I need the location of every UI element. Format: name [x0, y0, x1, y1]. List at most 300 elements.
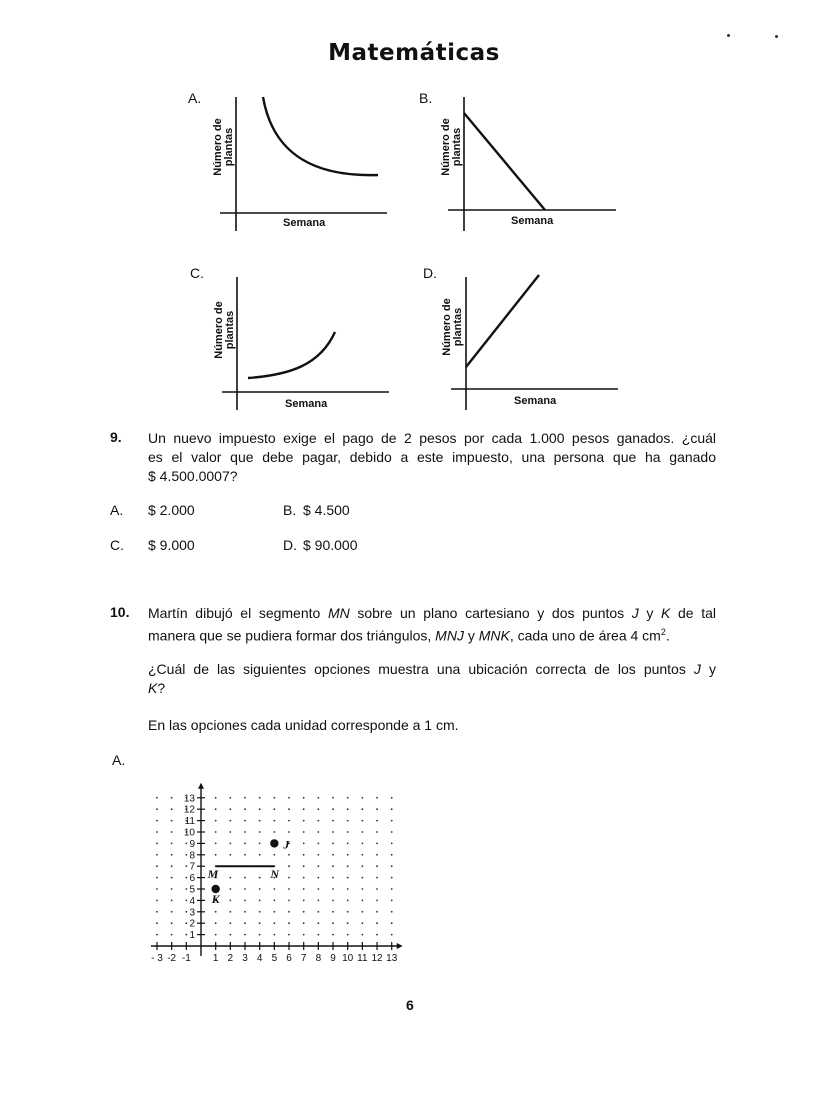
grid-dot	[347, 831, 349, 833]
grid-dot	[376, 820, 378, 822]
grid-dot	[273, 922, 275, 924]
grid-dot	[361, 922, 363, 924]
grid-dot	[361, 854, 363, 856]
superscript: 2	[660, 627, 666, 637]
y-tick-label: 10	[183, 827, 195, 839]
grid-dot	[347, 843, 349, 845]
grid-dot	[215, 911, 217, 913]
page-title: Matemáticas	[328, 40, 500, 66]
graph-c-ylabel	[214, 290, 236, 370]
x-tick-label: 13	[386, 953, 398, 964]
grid-dot	[303, 843, 305, 845]
grid-dot	[376, 843, 378, 845]
grid-dot	[347, 900, 349, 902]
grid-dot	[303, 797, 305, 799]
grid-dot	[303, 911, 305, 913]
grid-dot	[347, 854, 349, 856]
grid-dot	[317, 922, 319, 924]
grid-dot	[391, 797, 393, 799]
grid-dot	[244, 877, 246, 879]
x-tick-label: 11	[357, 953, 368, 964]
grid-dot	[391, 922, 393, 924]
x-tick-label: -2	[167, 953, 177, 964]
segment-name: MN	[327, 605, 350, 621]
grid-dot	[332, 797, 334, 799]
y-tick-label: 13	[183, 793, 195, 805]
option-letter: D.	[283, 537, 297, 553]
ylabel-line1: Número de	[212, 118, 224, 176]
grid-dot	[317, 911, 319, 913]
grid-dot	[185, 888, 187, 890]
grid-dot	[361, 865, 363, 867]
grid-dot	[259, 922, 261, 924]
grid-dot	[244, 820, 246, 822]
grid-dot	[171, 797, 173, 799]
grid-dot	[376, 911, 378, 913]
q10-p1-line2	[148, 623, 716, 646]
y-tick-label: 8	[189, 850, 195, 862]
text: ?	[157, 680, 166, 696]
grid-dot	[156, 900, 158, 902]
grid-dot	[171, 877, 173, 879]
grid-dot	[347, 865, 349, 867]
point-label-m: M	[207, 867, 219, 882]
y-tick-label: 2	[189, 918, 195, 930]
grid-dot	[259, 797, 261, 799]
grid-dot	[361, 797, 363, 799]
grid-dot	[185, 843, 187, 845]
graph-c	[205, 275, 395, 415]
grid-dot	[229, 820, 231, 822]
grid-dot	[288, 808, 290, 810]
grid-dot	[244, 888, 246, 890]
grid-dot	[259, 831, 261, 833]
option-value: $ 4.500	[303, 502, 350, 518]
grid-dot	[229, 922, 231, 924]
x-tick-label: -1	[181, 953, 191, 964]
grid-dot	[185, 854, 187, 856]
grid-dot	[229, 797, 231, 799]
grid-dot	[391, 888, 393, 890]
graph-b-ylabel	[441, 107, 463, 187]
grid-dot	[288, 934, 290, 936]
grid-dot	[156, 877, 158, 879]
y-tick-label: 11	[184, 816, 195, 828]
grid-dot	[171, 854, 173, 856]
grid-dot	[376, 865, 378, 867]
grid-dot	[303, 877, 305, 879]
grid-dot	[391, 900, 393, 902]
question-9-line3: $ 4.500.0007?	[148, 468, 238, 484]
grid-dot	[273, 934, 275, 936]
grid-dot	[391, 934, 393, 936]
graph-d	[434, 275, 624, 415]
grid-dot	[273, 854, 275, 856]
text: de tal	[670, 605, 717, 621]
option-value: $ 2.000	[148, 502, 195, 518]
grid-dot	[376, 922, 378, 924]
grid-dot	[361, 808, 363, 810]
graph-c-curve	[248, 332, 335, 378]
graph-a-curve	[263, 97, 378, 175]
grid-dot	[376, 797, 378, 799]
grid-dot	[288, 831, 290, 833]
grid-dot	[171, 934, 173, 936]
text: y	[463, 627, 479, 644]
q10-option-a-label[interactable]: A.	[112, 752, 126, 768]
ylabel-line1: Número de	[213, 301, 225, 359]
grid-dot	[288, 797, 290, 799]
grid-dot	[244, 843, 246, 845]
coordinate-plane	[140, 775, 440, 975]
grid-dot	[273, 797, 275, 799]
grid-dot	[156, 934, 158, 936]
grid-dot	[215, 934, 217, 936]
grid-dot	[332, 854, 334, 856]
grid-dot	[361, 831, 363, 833]
grid-dot	[229, 843, 231, 845]
grid-dot	[185, 911, 187, 913]
grid-dot	[244, 831, 246, 833]
grid-dot	[347, 911, 349, 913]
x-tick-label: 10	[342, 953, 354, 964]
ylabel-line1: Número de	[441, 298, 453, 356]
y-tick-label: 4	[189, 895, 195, 907]
grid-dot	[244, 934, 246, 936]
grid-dot	[332, 877, 334, 879]
grid-dot	[303, 831, 305, 833]
grid-dot	[391, 854, 393, 856]
q10-p2-line2	[148, 679, 716, 698]
scan-speck	[775, 35, 778, 38]
grid-dot	[332, 888, 334, 890]
grid-dot	[376, 888, 378, 890]
point-label-k: K	[211, 892, 220, 906]
grid-dot	[273, 888, 275, 890]
grid-dot	[391, 911, 393, 913]
text: manera que se pudiera formar dos triángulos,	[148, 627, 436, 644]
grid-dot	[185, 877, 187, 879]
triangle-name: MNK	[478, 627, 510, 644]
grid-dot	[185, 900, 187, 902]
grid-dot	[229, 854, 231, 856]
grid-dot	[317, 900, 319, 902]
grid-dot	[215, 797, 217, 799]
grid-dot	[317, 877, 319, 879]
grid-dot	[332, 820, 334, 822]
x-tick-label: - 3	[151, 953, 163, 964]
grid-dot	[391, 865, 393, 867]
point-j	[270, 839, 278, 847]
grid-dot	[317, 831, 319, 833]
option-letter: A.	[110, 502, 124, 518]
grid-dot	[229, 900, 231, 902]
x-tick-label: 6	[286, 953, 292, 964]
grid-dot	[185, 934, 187, 936]
grid-dot	[347, 820, 349, 822]
grid-dot	[244, 922, 246, 924]
option-value: $ 9.000	[148, 537, 195, 553]
grid-dot	[259, 934, 261, 936]
text: Martín dibujó el segmento	[148, 605, 328, 621]
grid-dot	[303, 922, 305, 924]
text: .	[665, 627, 670, 644]
grid-dot	[317, 820, 319, 822]
grid-dot	[361, 820, 363, 822]
grid-dot	[332, 922, 334, 924]
grid-dot	[317, 934, 319, 936]
grid-dot	[185, 922, 187, 924]
point-label-j: J	[283, 837, 290, 852]
grid-dot	[288, 877, 290, 879]
graph-a-letter: A.	[188, 90, 202, 106]
graph-a	[205, 95, 395, 235]
grid-dot	[259, 820, 261, 822]
question-9-text	[148, 429, 716, 486]
grid-dot	[391, 877, 393, 879]
grid-dot	[288, 820, 290, 822]
grid-dot	[156, 797, 158, 799]
q10-p1-line1	[148, 604, 716, 623]
question-9-line1: Un nuevo impuesto exige el pago de 2 pesos por cada 1.000 pesos ganados. ¿cuál	[148, 430, 716, 446]
y-axis-arrow	[198, 783, 204, 789]
graph-b-letter: B.	[419, 90, 433, 106]
grid-dot	[361, 843, 363, 845]
grid-dot	[332, 808, 334, 810]
page-number: 6	[406, 997, 414, 1013]
option-letter: B.	[283, 502, 297, 518]
grid-dot	[303, 820, 305, 822]
graph-d-xlabel: Semana	[514, 395, 557, 407]
x-tick-label: 4	[256, 953, 263, 964]
graph-b-xlabel: Semana	[511, 215, 554, 227]
grid-dot	[347, 922, 349, 924]
grid-dot	[215, 808, 217, 810]
grid-dot	[332, 831, 334, 833]
grid-dot	[347, 934, 349, 936]
grid-dot	[171, 922, 173, 924]
grid-dot	[215, 854, 217, 856]
grid-dot	[391, 808, 393, 810]
grid-dot	[171, 888, 173, 890]
triangle-name: MNJ	[435, 627, 464, 644]
grid-dot	[303, 888, 305, 890]
grid-dot	[185, 865, 187, 867]
x-tick-label: 2	[227, 953, 234, 964]
scan-speck	[727, 34, 730, 37]
graph-d-ylabel	[442, 287, 464, 367]
grid-dot	[229, 911, 231, 913]
grid-dot	[171, 820, 173, 822]
grid-dot	[215, 843, 217, 845]
grid-dot	[361, 877, 363, 879]
grid-dot	[244, 911, 246, 913]
x-tick-label: 7	[300, 953, 307, 964]
grid-dot	[361, 900, 363, 902]
grid-dot	[288, 888, 290, 890]
grid-dot	[317, 854, 319, 856]
grid-dot	[376, 831, 378, 833]
grid-dot	[361, 934, 363, 936]
x-tick-label: 5	[271, 953, 278, 964]
question-10-paragraph-3: En las opciones cada unidad corresponde a 1 cm.	[148, 717, 459, 733]
grid-dot	[171, 865, 173, 867]
y-tick-label: 1	[189, 930, 195, 942]
grid-dot	[156, 808, 158, 810]
grid-dot	[317, 797, 319, 799]
grid-dot	[347, 808, 349, 810]
question-9-line2: es el valor que debe pagar, debido a este impuesto, una persona que ha ganado	[148, 449, 716, 465]
q9-option-a[interactable]	[110, 502, 195, 518]
grid-dot	[332, 865, 334, 867]
ylabel-line1: Número de	[440, 118, 452, 176]
grid-dot	[171, 808, 173, 810]
grid-dot	[273, 831, 275, 833]
q9-option-d[interactable]	[283, 537, 358, 553]
grid-dot	[376, 854, 378, 856]
grid-dot	[347, 797, 349, 799]
grid-dot	[288, 865, 290, 867]
q10-p2-line1	[148, 660, 716, 679]
graph-a-ylabel	[213, 107, 235, 187]
grid-dot	[229, 831, 231, 833]
grid-dot	[156, 820, 158, 822]
grid-dot	[259, 888, 261, 890]
grid-dot	[244, 797, 246, 799]
grid-dot	[229, 934, 231, 936]
grid-dot	[332, 911, 334, 913]
option-letter: C.	[110, 537, 124, 553]
grid-dot	[244, 808, 246, 810]
point-name: J	[693, 661, 701, 677]
grid-dot	[361, 888, 363, 890]
grid-dot	[288, 854, 290, 856]
grid-dot	[317, 808, 319, 810]
ylabel-line2: plantas	[223, 127, 235, 167]
grid-dot	[229, 888, 231, 890]
grid-dot	[303, 865, 305, 867]
point-name: J	[631, 605, 639, 621]
text: , cada uno de área 4 cm	[509, 627, 661, 644]
grid-dot	[259, 854, 261, 856]
grid-dot	[259, 900, 261, 902]
grid-dot	[288, 922, 290, 924]
text: y	[638, 605, 662, 621]
grid-dot	[171, 900, 173, 902]
ylabel-line2: plantas	[224, 310, 236, 350]
question-10-paragraph-2	[148, 660, 716, 698]
grid-dot	[273, 820, 275, 822]
q9-option-b[interactable]	[283, 502, 350, 518]
grid-dot	[376, 900, 378, 902]
grid-dot	[303, 808, 305, 810]
grid-dot	[273, 911, 275, 913]
grid-dot	[244, 900, 246, 902]
grid-dot	[156, 865, 158, 867]
graph-b	[433, 95, 623, 235]
grid-dot	[156, 922, 158, 924]
grid-dot	[229, 877, 231, 879]
grid-dot	[215, 820, 217, 822]
text: ¿Cuál de las siguientes opciones muestra una ubicación correcta de los puntos	[148, 661, 694, 677]
graph-c-letter: C.	[190, 265, 204, 281]
grid-dot	[391, 820, 393, 822]
grid-dot	[259, 808, 261, 810]
y-tick-label: 3	[189, 907, 195, 919]
grid-dot	[332, 843, 334, 845]
grid-dot	[391, 831, 393, 833]
grid-dot	[156, 888, 158, 890]
grid-dot	[391, 843, 393, 845]
graph-a-xlabel: Semana	[283, 217, 326, 229]
grid-dot	[303, 854, 305, 856]
grid-dot	[259, 843, 261, 845]
y-tick-label: 5	[189, 884, 195, 896]
text: y	[700, 661, 716, 677]
grid-dot	[317, 865, 319, 867]
option-value: $ 90.000	[303, 537, 358, 553]
grid-dot	[303, 934, 305, 936]
point-name: K	[661, 605, 671, 621]
grid-dot	[156, 911, 158, 913]
grid-dot	[317, 843, 319, 845]
grid-dot	[376, 934, 378, 936]
grid-dot	[376, 808, 378, 810]
grid-dot	[303, 900, 305, 902]
grid-dot	[273, 808, 275, 810]
x-axis-arrow	[397, 943, 403, 949]
grid-dot	[317, 888, 319, 890]
question-10-paragraph-1	[148, 604, 716, 646]
graph-c-xlabel: Semana	[285, 398, 328, 410]
x-tick-label: 9	[330, 953, 336, 964]
grid-dot	[259, 877, 261, 879]
grid-dot	[156, 854, 158, 856]
x-tick-label: 8	[315, 953, 322, 964]
text: sobre un plano cartesiano y dos puntos	[349, 605, 632, 621]
grid-dot	[156, 831, 158, 833]
y-tick-label: 7	[189, 861, 195, 873]
x-tick-label: 12	[371, 953, 383, 964]
question-9-number: 9.	[110, 429, 122, 445]
point-name: K	[148, 680, 158, 696]
question-10-number: 10.	[110, 604, 130, 620]
grid-dot	[376, 877, 378, 879]
q9-option-c[interactable]	[110, 537, 195, 553]
grid-dot	[288, 911, 290, 913]
grid-dot	[171, 911, 173, 913]
y-tick-label: 6	[189, 873, 195, 885]
grid-dot	[171, 831, 173, 833]
ylabel-line2: plantas	[452, 307, 464, 347]
grid-dot	[215, 831, 217, 833]
grid-dot	[361, 911, 363, 913]
grid-dot	[288, 900, 290, 902]
y-tick-label: 9	[189, 838, 195, 850]
point-label-n: N	[270, 867, 280, 882]
graph-b-line	[464, 113, 545, 210]
y-tick-label: 12	[183, 804, 195, 816]
grid-dot	[347, 877, 349, 879]
grid-dot	[244, 854, 246, 856]
graph-d-letter: D.	[423, 265, 437, 281]
ylabel-line2: plantas	[451, 127, 463, 167]
grid-dot	[215, 922, 217, 924]
grid-dot	[229, 808, 231, 810]
grid-dot	[332, 934, 334, 936]
graph-d-line	[466, 275, 539, 367]
grid-dot	[347, 888, 349, 890]
